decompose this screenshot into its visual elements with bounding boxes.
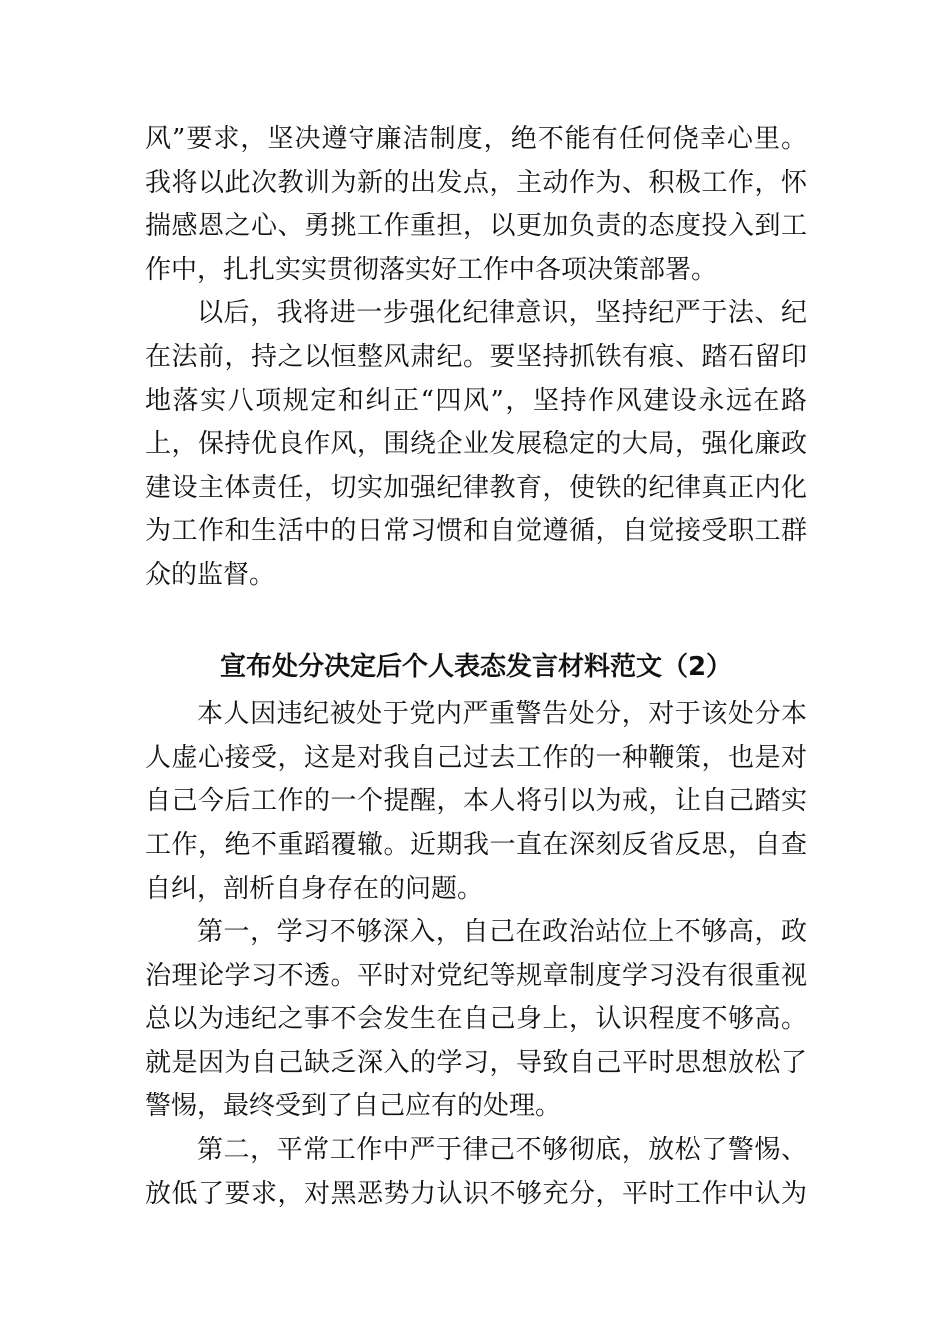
paragraph-line: 工作，绝不重蹈覆辙。近期我一直在深刻反省反思，自查: [145, 829, 807, 860]
paragraph-line: 众的监督。: [145, 559, 276, 590]
paragraph-line: 建设主体责任，切实加强纪律教育，使铁的纪律真正内化: [145, 472, 807, 503]
paragraph-line: 为工作和生活中的日常习惯和自觉遵循，自觉接受职工群: [145, 516, 807, 547]
document-page: [145, 118, 807, 1216]
paragraph-line: 上，保持优良作风，围绕企业发展稳定的大局，强化廉政: [145, 429, 807, 460]
paragraph-line: 警惕，最终受到了自己应有的处理。: [145, 1091, 562, 1122]
paragraph-line: 总以为违纪之事不会发生在自己身上，认识程度不够高。: [145, 1004, 807, 1035]
paragraph-line: 风”要求，坚决遵守廉洁制度，绝不能有任何侥幸心里。: [145, 124, 807, 154]
paragraph-line: 本人因违纪被处于党内严重警告处分，对于该处分本: [197, 699, 807, 730]
paragraph-line: 以后，我将进一步强化纪律意识，坚持纪严于法、纪: [197, 298, 807, 329]
section-gap: [145, 598, 807, 642]
section-2-title: 宣布处分决定后个人表态发言材料范文（2）: [219, 652, 733, 683]
paragraph-line: 地落实八项规定和纠正“四风”，坚持作风建设永远在路: [145, 385, 807, 416]
section-1-body: [145, 118, 807, 598]
paragraph-line: 就是因为自己缺乏深入的学习，导致自己平时思想放松了: [145, 1047, 807, 1078]
paragraph-line: 人虚心接受，这是对我自己过去工作的一种鞭策，也是对: [145, 742, 807, 773]
paragraph-line: 自己今后工作的一个提醒，本人将引以为戒，让自己踏实: [145, 786, 807, 817]
paragraph-line: 放低了要求，对黑恶势力认识不够充分，平时工作中认为: [145, 1178, 807, 1209]
paragraph-line: 自纠，剖析自身存在的问题。: [145, 873, 484, 904]
paragraph-line: 第一，学习不够深入，自己在政治站位上不够高，政: [197, 917, 807, 948]
paragraph-line: 我将以此次教训为新的出发点，主动作为、积极工作，怀: [145, 167, 807, 198]
section-2-body: [145, 693, 807, 1216]
paragraph-line: 第二，平常工作中严于律己不够彻底，放松了警惕、: [197, 1135, 807, 1166]
paragraph-line: 在法前，持之以恒整风肃纪。要坚持抓铁有痕、踏石留印: [145, 341, 807, 372]
paragraph-line: 治理论学习不透。平时对党纪等规章制度学习没有很重视: [145, 960, 807, 991]
paragraph-line: 作中，扎扎实实贯彻落实好工作中各项决策部署。: [145, 254, 718, 285]
paragraph-line: 揣感恩之心、勇挑工作重担，以更加负责的态度投入到工: [145, 211, 807, 242]
